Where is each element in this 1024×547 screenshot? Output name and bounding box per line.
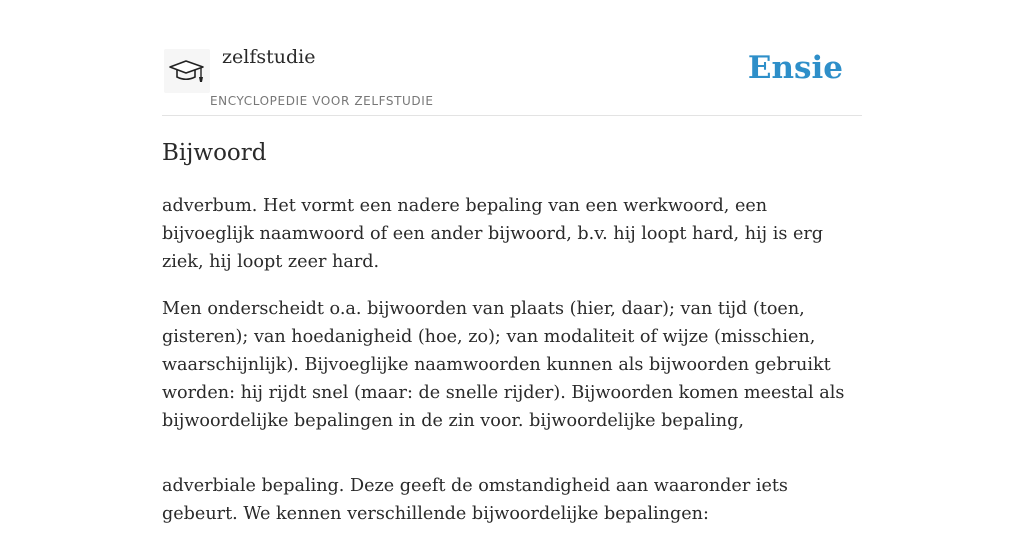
site-header: [162, 0, 862, 116]
page: [162, 0, 862, 524]
site-name[interactable]: zelfstudie: [222, 46, 316, 68]
brand-logo-link[interactable]: Ensie: [747, 50, 843, 86]
entry-paragraph: adverbum. Het vormt een nadere bepaling van een werkwoord, een bijvoeglijk naamwoord of een ander bijwoord, b.v. hij loopt hard, hij is erg ziek, hij loopt zeer hard.: [162, 196, 824, 272]
entry-paragraph: Men onderscheidt o.a. bijwoorden van plaats (hier, daar); van tijd (toen, gisteren); van hoedanigheid (hoe, zo); van modaliteit of wijze (misschien, waarschijnlijk). Bijvoeglijke naamwoorden kunnen als bijwoorden gebruikt worden: hij rijdt snel (maar: de snelle rijder). Bijwoorden komen meestal als bijwoordelijke bepalingen in de zin voor. bijwoordelijke bepaling,: [162, 299, 845, 431]
entry-paragraph: adverbiale bepaling. Deze geeft de omstandigheid aan waaronder iets gebeurt. We kennen verschillende bijwoordelijke bepalingen:: [162, 476, 788, 524]
entry-body: [162, 192, 862, 547]
site-logo[interactable]: [164, 49, 210, 93]
entry-title: Bijwoord: [162, 140, 267, 166]
site-tagline: ENCYCLOPEDIE VOOR ZELFSTUDIE: [210, 94, 434, 108]
